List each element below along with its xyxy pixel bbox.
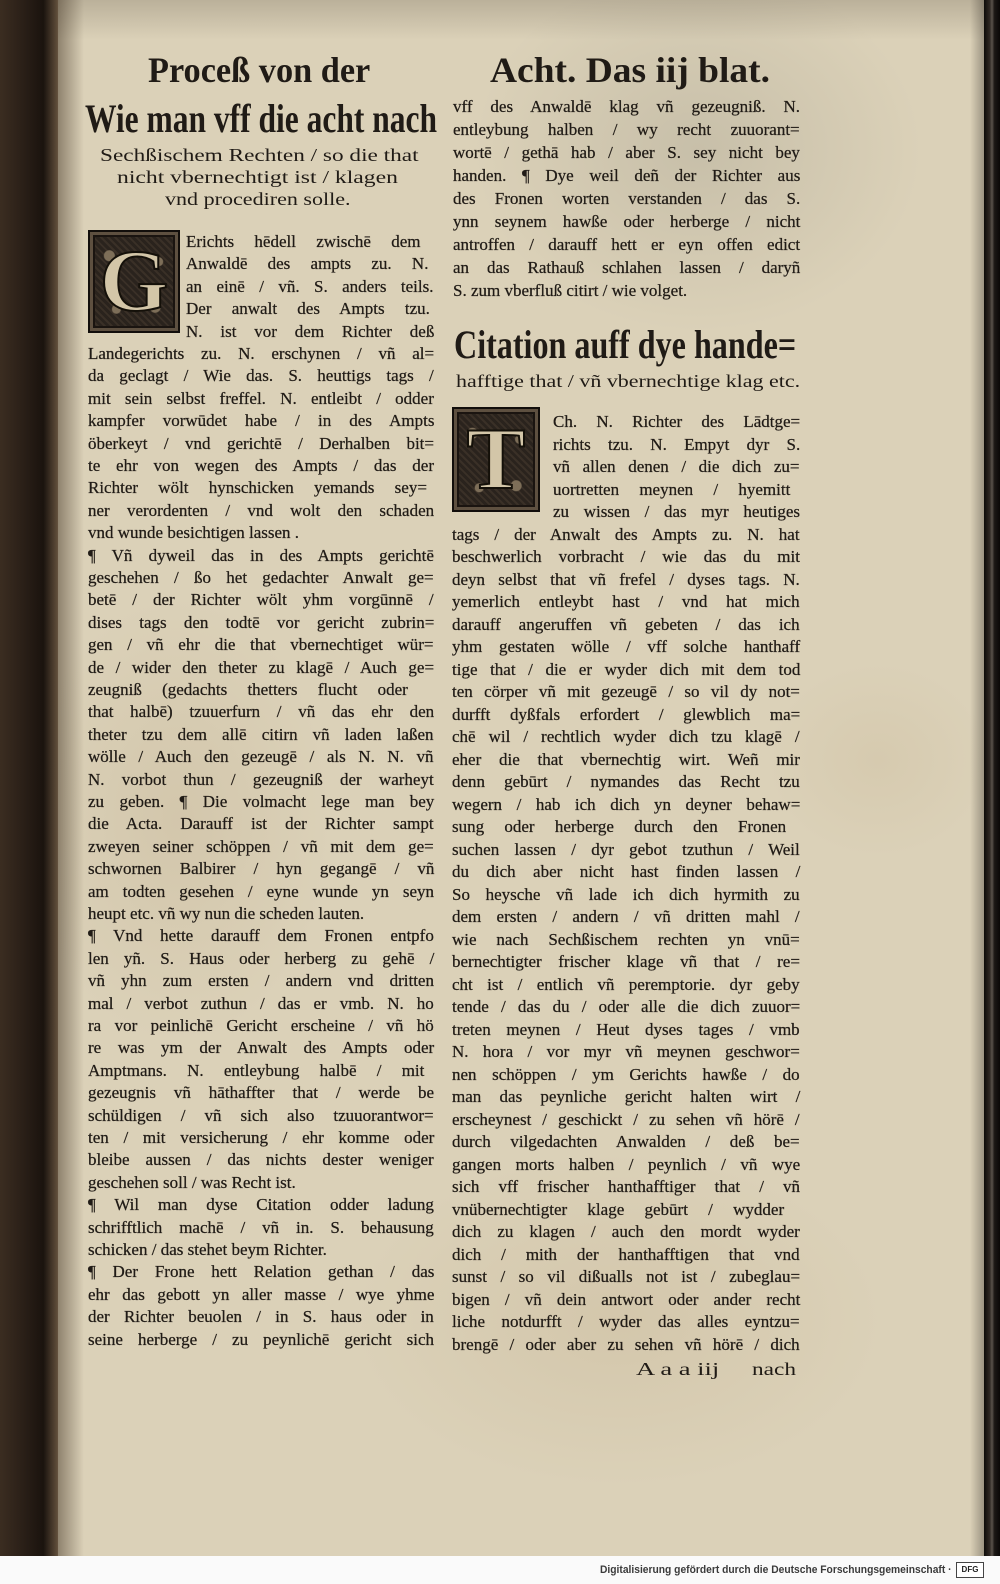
text-line-content: wie nach Sechßischem rechten yn vnū= (452, 929, 800, 949)
text-line-content: an einē / vñ. S. anders teils. (186, 276, 434, 296)
text-line-content: ynn seynem hawße oder herberge / nicht (453, 212, 801, 231)
text-line-content: nen schöppen / ym Gerichts hawße / do (452, 1064, 800, 1084)
catchword-text: nach (752, 1359, 796, 1379)
text-line-content: die Acta. Darauff ist der Richter sampt (88, 814, 434, 834)
text-line-content: chē wil / rechtlich wyder dich tzu klagē / (452, 727, 800, 746)
text-line (452, 659, 800, 681)
text-line (553, 434, 800, 456)
text-line-content: tags / der Anwalt des Ampts zu. N. hat (452, 524, 800, 544)
text-line-content: geschehen / ßo het gedachter Anwalt ge= (88, 568, 434, 587)
dfg-logo-text: DFG (961, 1565, 979, 1574)
text-line-content: theter tzu dem allē citirn vñ laden laßen (88, 724, 434, 744)
signature-mark (636, 1358, 720, 1380)
text-line (452, 1154, 800, 1176)
text-line (452, 861, 800, 883)
text-line-content: treten meynen / Heut dyses tages / vmb (452, 1019, 800, 1039)
text-line-content: gen / vñ ehr die that vbernechtiget wür= (88, 635, 434, 655)
text-line-content: S. zum vberfluß citirt / wie volget. (453, 281, 688, 300)
text-line-content: mit sein selbst freffel. N. entleibt / odder (88, 388, 434, 408)
text-line (452, 1266, 800, 1288)
text-line-content: N. vorbot thun / gezeugniß der warheyt (88, 769, 434, 789)
text-line-content: zu wissen / das myr heutiges (553, 502, 800, 521)
text-line (452, 524, 800, 546)
citation-subheading-text: hafftige that / vñ vbernechtige klag etc. (456, 371, 801, 391)
running-head-left-text: Proceß von der (148, 50, 371, 90)
digitization-credit-text: Digitalisierung gefördert durch die Deutsche Forschungsgemeinschaft · (600, 1564, 952, 1576)
text-line-content: brengē / oder aber zu sehen vñ hörē / dich (452, 1334, 800, 1354)
text-line (452, 1041, 800, 1063)
text-line-content: dem ersten / andern / vñ dritten mahl / (452, 907, 800, 926)
text-line-content: durch vilgedachten Anwalden / deß be= (452, 1132, 800, 1151)
text-line (452, 929, 800, 951)
text-line-content: bernechtigter frischer klage vñ that / re= (452, 952, 800, 971)
text-line-content: Anwaldē des ampts zu. N. (186, 254, 429, 274)
section-subheading-text: vnd procediren solle. (165, 189, 351, 209)
text-line-content: dich zu klagen / auch den mordt wyder (452, 1222, 800, 1241)
text-line (553, 501, 800, 523)
text-line-content: zeugniß (gedachts thetters flucht oder (88, 680, 408, 699)
text-line (452, 906, 800, 928)
text-line (452, 1244, 800, 1266)
text-line-content: Amptmans. N. entleybung halbē / mit (88, 1060, 425, 1080)
text-line (452, 1064, 800, 1086)
text-line-content: Ch. N. Richter des Lādtge= (553, 412, 801, 431)
text-line-content: len yñ. S. Haus oder herberg zu gehē / (88, 948, 435, 968)
text-line-content: vnd wunde besichtigen lassen . (88, 523, 300, 543)
text-line (452, 1019, 800, 1041)
text-line-content: N. hora / vor myr vñ meynen geschwor= (452, 1042, 800, 1061)
text-line-content: entleybung halben / wy recht zuuorant= (453, 120, 800, 139)
text-line-content: man das peynliche gericht halten wirt / (452, 1087, 801, 1106)
text-line-content: schicken / das stehet beym Richter. (88, 1240, 327, 1259)
text-line-content: So heysche vñ lade ich dich hyrmith zu (452, 884, 800, 904)
text-line (452, 704, 800, 726)
text-line-content: schüldigen / vñ sich also tzuuorantwor= (88, 1105, 434, 1125)
text-line-content: betē / der Richter wölt yhm vorgūnnē / (88, 590, 434, 610)
text-line-content: durfft dyßfals erfordert / glewblich ma= (452, 704, 801, 724)
text-line-content: kampfer vorwūdet habe / in des Ampts (88, 411, 435, 431)
text-line-content: geschehen soll / was Recht ist. (88, 1172, 296, 1192)
text-line (452, 1289, 800, 1311)
text-line-content: darauff angeruffen vñ gebeten / das ich (452, 614, 800, 634)
text-line (452, 771, 800, 793)
drop-cap-letter: T (466, 411, 526, 508)
text-line-content: ehr das gebott yn aller masse / wye yhme (88, 1284, 435, 1304)
text-line-content: uortretten meynen / hyemitt (553, 479, 791, 499)
text-line (452, 749, 800, 771)
text-line-content: wortē / gethā hab / aber S. sey nicht bey (453, 143, 800, 162)
text-line (452, 1086, 800, 1108)
digitization-credit (600, 1561, 952, 1579)
text-line-content: liche notdurfft / wyder das alles eyntzu= (452, 1312, 800, 1331)
text-line-content: vff des Anwaldē klag vñ gezeugniß. N. (453, 97, 801, 116)
text-line-content: ten / mit versicherung / ehr komme oder (88, 1128, 435, 1147)
text-line-content: du dich aber nicht hast finden lassen / (452, 862, 801, 881)
text-line-content: re was ym der Anwalt des Ampts oder (88, 1038, 435, 1058)
text-line-content: der Richter beuolen / in S. haus oder in (88, 1307, 434, 1327)
text-line-content: an das Rathauß schlahen lassen / daryñ (453, 258, 801, 277)
text-line (452, 794, 800, 816)
text-line (452, 569, 800, 591)
text-line-content: de / wider den theter zu klagē / Auch ge= (88, 657, 435, 677)
text-line-content: ¶ Der Frone hett Relation gethan / das (88, 1262, 435, 1282)
text-line-content: tige that / die er wyder dich mit dem tod (452, 659, 801, 679)
text-line (452, 839, 800, 861)
text-line-content: yhm gestaten wölle / vff solche hanthaff (452, 637, 801, 656)
text-line (553, 456, 800, 478)
text-line-content: tende / das du / oder alle die dich zuuor= (452, 997, 801, 1016)
text-line-content: da geclagt / Wie das. S. heuttigs tags / (88, 366, 434, 386)
text-line-content: denn gebūrt / nymandes das Recht tzu (452, 772, 800, 791)
citation-heading-text: Citation auff dye hande= (454, 322, 797, 367)
text-line-content: sung oder herberge durch den Fronen (452, 817, 787, 836)
text-line (452, 681, 800, 703)
text-line-content: vnübernechtigter klage gebūrt / wydder (452, 1199, 785, 1219)
text-line-content: ner verordenten / vnd wolt den schaden (88, 500, 435, 520)
text-line-content: deyn selbst that vñ frefel / dyses tags. N. (452, 569, 800, 589)
text-line-content: Landegerichts zu. N. erschynen / vñ al= (88, 344, 435, 363)
text-line-content: dich / mith der hanthafftigen that vnd (452, 1244, 800, 1264)
text-line-content: antroffen / darauff hett er eyn offen edict (453, 235, 801, 254)
dfg-logo (956, 1562, 984, 1578)
text-line-content: that halbē) tzuuerfurn / vñ das ehr den (88, 702, 435, 722)
text-line-content: schrifftlich machē / vñ in. S. behausung (88, 1217, 434, 1237)
running-head-right-text: Acht. Das iij blat. (490, 50, 770, 90)
text-line-content: wölle / Auch den gezeugē / als N. N. vñ (88, 747, 434, 767)
text-line-content: ten cörper vñ mit gezeugē / so vil dy not= (452, 682, 800, 701)
text-line-content: vñ yhn zum ersten / andern vnd dritten (88, 971, 434, 991)
text-line-content: vñ allen denen / die dich zu= (553, 457, 800, 476)
text-line (452, 1311, 800, 1333)
text-line (452, 1199, 800, 1221)
catchword (752, 1358, 796, 1380)
text-line-content: beschwerlich vorbracht / wie das du mit (452, 547, 800, 566)
text-line-content: erscheynest / geschickt / zu sehen vñ hörē / (452, 1109, 800, 1129)
text-line-content: schwornen Balbirer / hyn gegangē / vñ (88, 859, 435, 879)
text-line (452, 636, 800, 658)
text-line (452, 951, 800, 973)
text-line-content: ¶ Vnd hette darauff dem Fronen entpfo (88, 926, 434, 946)
text-line-content: yemerlich entleybt hast / vnd hat mich (452, 592, 800, 611)
text-line-content: zu geben. ¶ Die volmacht lege man bey (88, 792, 435, 811)
text-line-content: sunst / so vil dißualls not ist / zubeglau= (452, 1267, 801, 1286)
text-line-content: mal / verbot zuthun / das er vmb. N. ho (88, 993, 434, 1013)
text-line (553, 479, 800, 501)
text-line-content: richts tzu. N. Empyt dyr S. (553, 434, 801, 454)
text-line (452, 996, 800, 1018)
drop-cap-letter: G (99, 233, 169, 330)
text-line (452, 1176, 800, 1198)
text-line (452, 591, 800, 613)
text-line (553, 411, 800, 433)
text-line-content: te ehr von wegen des Ampts / das der (88, 456, 434, 475)
text-line-content: suchen lassen / dyr gebot tzuthun / Weil (452, 839, 800, 859)
section-heading-text: Wie man vff die acht nach (85, 96, 438, 141)
text-line-content: gezeugnis vñ hāthaffter that / werde be (88, 1083, 435, 1103)
text-line-content: dises tags den todtē vor gericht zubrin= (88, 612, 435, 632)
section-subheading-text: Sechßischem Rechten / so die that (100, 145, 419, 165)
text-line (452, 1221, 800, 1243)
text-line-content: zweyen seiner schöppen / vñ mit dem ge= (88, 836, 434, 856)
text-line-content: Richter wölt hynschicken yemands sey= (88, 478, 427, 498)
text-line-content: am todten gesehen / eyne wunde yn seyn (88, 881, 435, 901)
signature-mark-text: A a a iij (636, 1359, 720, 1379)
text-line (452, 546, 800, 568)
text-line-content: ¶ Vñ dyweil das in des Ampts gerichtē (88, 545, 434, 565)
text-line (452, 614, 800, 636)
text-line-content: Erichts hēdell zwischē dem (186, 232, 421, 251)
text-line-content: öberkeyt / vnd gerichtē / Derhalben bit= (88, 433, 434, 453)
text-line-content: N. ist vor dem Richter deß (186, 321, 435, 341)
text-line (452, 816, 800, 838)
text-line (452, 974, 800, 996)
text-line-content: heupt etc. vñ wy nun die scheden lauten. (88, 904, 365, 923)
text-line (452, 1109, 800, 1131)
text-line-content: des Fronen worten verstanden / das S. (453, 189, 801, 208)
text-line (452, 726, 800, 748)
text-line-content: ¶ Wil man dyse Citation odder ladung (88, 1195, 434, 1215)
text-line-content: sich vff frischer hanthafftiger that / vñ (452, 1177, 801, 1196)
text-line (452, 1131, 800, 1153)
text-line-content: wegern / hab ich dich yn deyner behaw= (452, 794, 801, 814)
text-line-content: eher die that vbernechtig wirt. Weñ mir (452, 749, 800, 769)
text-line-content: gangen morts halben / peynlich / vñ wye (452, 1154, 801, 1174)
text-line-content: bleibe aussen / das nichts dester weniger (88, 1150, 434, 1170)
text-line (452, 884, 800, 906)
text-line-content: seine herberge / zu peynlichē gericht sich (88, 1329, 435, 1349)
text-line (452, 1334, 800, 1356)
text-line-content: cht ist / entlich vñ peremptorie. dyr geby (452, 974, 800, 994)
footer-bar (0, 1556, 1000, 1584)
text-line-content: handen. ¶ Dye weil deñ der Richter aus (453, 166, 801, 185)
text-line-content: bigen / vñ dein antwort oder ander recht (452, 1289, 801, 1309)
text-line-content: Der anwalt des Ampts tzu. (186, 299, 430, 319)
section-subheading-text: nicht vbernechtigt ist / klagen (117, 167, 398, 187)
text-line-content: ra vor peinlichē Gericht erscheine / vñ hö (88, 1016, 434, 1035)
